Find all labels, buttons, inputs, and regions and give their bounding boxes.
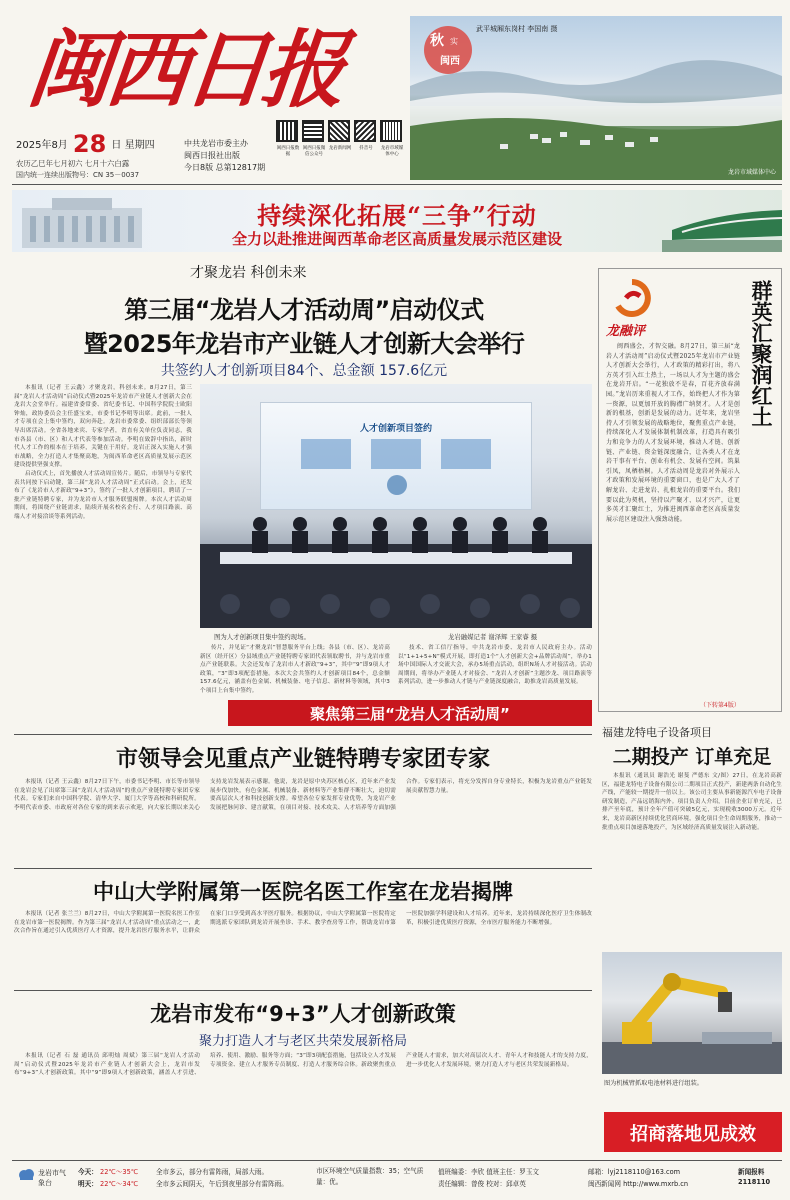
commentary-title: 群英汇聚润红土 xyxy=(749,280,773,427)
seal-char-1: 秋 xyxy=(430,33,444,49)
news3-paragraph: 本报讯（记者 张兰兰）8月27日，中山大学附属第一医院名医工作室在龙岩市第一医院揭牌。作为第三届“龙岩人才活动周”重点活动之一，此次合作旨在通过引入优质医疗人才资源，提升龙岩医疗服务水平，让群众在家门口享受到高水平医疗服务。根据协议，中山大学附属第一医院将定期选派专家团队到龙岩开展坐诊、手术、教学查房等工作，帮助龙岩市第一医院加强学科建设和人才培养。近年来，龙岩持续深化医疗卫生体制改革，积极引进优质医疗资源，全市医疗服务能力不断增强。 xyxy=(14,911,592,935)
commentary-logo-text: 龙融评 xyxy=(606,324,646,339)
hotline-number: 2118110 xyxy=(738,1178,771,1186)
weather-tomorrow-temp: 22℃～34℃ xyxy=(100,1180,139,1188)
news4-paragraph: 本报讯（记者 石 磊 通讯员 邱明灿 周斌）第三届“龙岩人才活动周”启动仪式暨2025年龙岩市产业链人才创新大会上，龙岩市发布“9+3”人才创新政策。其中“9”即9项人才创新政策，涵盖人才引进、培养、使用、激励、服务等方面；“3”即3项配套措施，包括设立人才发展专项资金、建立人才服务专员制度、打造人才服务综合体。新政聚焦重点产业链人才需求，加大对高层次人才、青年人才和技能人才的支持力度，进一步优化人才发展环境，聚力打造人才与老区共荣发展新格局。 xyxy=(14,1053,592,1077)
focus-banner xyxy=(228,700,592,726)
commentary-logo-icon xyxy=(612,278,652,318)
qr-code-row xyxy=(276,120,404,180)
news4-body xyxy=(14,1052,592,1150)
section-divider-3 xyxy=(14,990,592,991)
factory-photo-caption: 图为机械臂抓取电池材料进行组装。 xyxy=(604,1080,703,1087)
right-news-kicker: 福建龙特电子设备项目 xyxy=(602,726,712,739)
responsible-editors: 责任编辑：曾俊 校对：邱卓英 xyxy=(438,1180,526,1188)
lead-column-3 xyxy=(398,644,592,698)
sponsor-line-1: 中共龙岩市委主办 xyxy=(184,139,248,148)
lead-paragraph-1: 本报讯（记者 王云鑫）才聚龙岩，科创未来。8月27日，第三届“龙岩人才活动周”启动仪式暨2025年龙岩市产业链人才创新大会在龙岩大会堂举行。福建省委常委、省纪委书记、中国科学院院士欧阳钟灿，政协委员会主任盛宝来，市委书记李明等出席。此前，一批人才专项在会上集中签约，双向奔赴。龙岩市委常委、组织部部长等领导出席活动。全省各地来宾、专家学者，省直有关单位负责同志，我市各县（市、区）和人才代表等参加活动。李明在致辞中指出，新时代人才工作的根本在于培养，关键在于用好。龙岩正深入实施人才强市战略，全力打造人才集聚高地，为闽西革命老区高质量发展示范区建设提供坚强支撑。 xyxy=(14,385,192,469)
masthead xyxy=(0,0,790,190)
news4-subtitle: 聚力打造人才与老区共荣发展新格局 xyxy=(198,1034,407,1049)
qr-code-5[interactable] xyxy=(380,120,402,142)
lead-title-1: 第三届“龙岩人才活动周”启动仪式 xyxy=(124,296,484,324)
qr-label-1: 闽西日报数据 xyxy=(276,146,300,157)
news3-body xyxy=(14,910,592,988)
newspaper-title: 闽西日报 xyxy=(22,20,346,119)
qr-label-2: 闽西日报微信公众号 xyxy=(302,146,326,157)
qr-code-1[interactable] xyxy=(276,120,298,142)
weather-tomorrow-label: 明天： xyxy=(78,1180,98,1188)
signing-crowd xyxy=(200,504,592,628)
factory-photo xyxy=(602,952,782,1074)
lead-paragraph-3: 传片，并见证“才聚龙岩”智慧服务平台上线；各县（市、区）、龙岩高新区（经开区）分县域重点产业链特聘专家团代表领取聘书，并与龙岩市重点产业链联系。大会还发布了龙岩市人才新政“9+3”，其中“9”即9项人才政策，“3”即3项配套措施。本次大会共签约人才创新项目84个，总金额157.6亿元，涵盖有色金属、机械装备、电子信息、新材料等领域，其中3个项目上台集中签约。 xyxy=(200,645,390,694)
seal-char-2: 闽西 xyxy=(440,56,460,67)
qr-label-5: 龙岩市域媒体中心 xyxy=(380,146,404,157)
stage-screen-graphic xyxy=(301,439,493,499)
footer-divider xyxy=(12,1160,782,1161)
date-day: 28 xyxy=(72,130,107,158)
footer xyxy=(12,1162,782,1198)
investment-banner-text: 招商落地见成效 xyxy=(630,1124,756,1145)
sponsor-line-2: 闽西日报社出版 xyxy=(184,151,240,160)
section-divider-2 xyxy=(14,868,592,869)
lead-kicker: 才聚龙岩 科创未来 xyxy=(190,265,307,281)
weather-cloud-icon xyxy=(16,1166,36,1182)
lead-subtitle: 共签约人才创新项目84个、总金额 157.6亿元 xyxy=(160,363,448,379)
banner-line-1: 持续深化拓展“三争”行动 xyxy=(257,201,537,230)
air-quality: 市区环境空气质量指数：35；空气质量：优。 xyxy=(316,1167,424,1186)
commentary-paragraph: 闽西盛会，才智交融。8月27日，第三届“龙岩人才活动周”启动仪式暨2025年龙岩市产业链人才创新大会举行，人才政策的精彩打出，将八方英才引入红土热土，一场以人才为主题的盛会在龙岩开启。“一花独放不是春，百花齐放春满园。”龙岩历来重视人才工作，始终把人才作为第一资源，以更加开放的胸襟广纳贤才。人才是创新的根基，创新是发展的动力。近年来，龙岩坚持人才引领发展的战略地位，聚焦重点产业链，持续深化人才发展体制机制改革，打造具有吸引力和竞争力的人才发展环境，推动人才链、创新链、产业链、资金链深度融合，让各类人才在龙岩干事有平台、创业有机会、发展有空间。筑巢引凤，凤栖梧桐。人才活动周是龙岩对外展示人才政策和发展环境的重要窗口，也是广大人才了解龙岩、走进龙岩、扎根龙岩的重要平台。我们要以此为契机，坚持以产聚才、以才兴产，让更多英才汇聚红土，为推进闽西革命老区高质量发展示范区建设注入强劲动能。 xyxy=(606,343,740,523)
investment-banner xyxy=(604,1112,782,1152)
right-news-title: 二期投产 订单充足 xyxy=(612,746,772,768)
lead-photo-caption: 图为人才创新项目集中签约现场。 xyxy=(214,633,310,641)
news2-paragraph: 本报讯（记者 王云鑫）8月27日下午，市委书记李明、市长等市领导在龙岩会见了出席第三届“龙岩人才活动周”的重点产业链特聘专家团专家代表。专家们来自中国科学院、清华大学、厦门大学等高校和科研院所。李明代表市委、市政府对各位专家的到来表示欢迎，向大家长期以来关心支持龙岩发展表示感谢。他说，龙岩是原中央苏区核心区，近年来产业发展步伐加快，有色金属、机械装备、新材料等产业集群不断壮大，迫切需要高层次人才和科技创新支撑。希望各位专家发挥专业优势，为龙岩产业发展把脉问诊、建言献策，在项目对接、技术攻关、人才培养等方面加强合作。专家们表示，将充分发挥自身专业特长，积极为龙岩重点产业链发展贡献智慧力量。 xyxy=(14,779,592,811)
lead-title-2: 暨2025年龙岩市产业链人才创新大会举行 xyxy=(83,330,525,358)
masthead-photo-credit: 龙岩市域媒体中心 xyxy=(727,169,776,176)
duty-editors: 值班编委：李欣 值班主任：罗玉文 xyxy=(438,1168,540,1176)
robot-arm xyxy=(602,952,782,1074)
commentary-body xyxy=(606,342,740,696)
contact-email[interactable]: 邮箱：lyj2118110@163.com xyxy=(588,1168,681,1176)
lead-photo-credit: 龙岩融媒记者 谢泽辉 王家睿 摄 xyxy=(448,633,538,641)
news3-title: 中山大学附属第一医院名医工作室在龙岩揭牌 xyxy=(93,880,513,904)
seal-char-3: 实 xyxy=(450,37,458,46)
banner-train xyxy=(662,190,782,252)
masthead-divider xyxy=(12,184,782,185)
weather-station: 龙岩市气象台 xyxy=(38,1169,66,1187)
sponsor-block xyxy=(184,138,274,174)
banner-building xyxy=(12,190,162,252)
stage-screen xyxy=(260,402,532,510)
lead-column-1 xyxy=(14,384,192,696)
news-website[interactable]: 闽西新闻网 http://www.mxrb.cn xyxy=(588,1180,689,1188)
lead-photo xyxy=(200,384,592,628)
qr-code-4[interactable] xyxy=(354,120,376,142)
section-divider-1 xyxy=(14,734,592,735)
news2-title: 市领导会见重点产业链特聘专家团专家 xyxy=(115,747,490,772)
pages-info: 今日8版 总第12817期 xyxy=(184,163,266,172)
date-year: 2025年8月 xyxy=(16,140,68,151)
date-week: 日 星期四 xyxy=(111,140,155,151)
right-news-paragraph: 本报讯（通讯员 谢浩光 谢斐 严德东 文/图）27日，在龙岩高新区，福建龙特电子设备有限公司二期项目正式投产，新建两条自动化生产线，产能较一期提升一倍以上。该公司主要从事新能源汽车电子设备研发制造，产品远销海内外。项目负责人介绍，目前企业订单充足，已排产至年底，预计全年产值可突破5亿元，实现税收3000万元。近年来，龙岩高新区持续优化营商环境，强化项目全生命周期服务，推动一批重点项目加速落地投产，为区域经济高质量发展注入新动能。 xyxy=(602,773,782,831)
date-block xyxy=(16,130,176,158)
weather-tomorrow-desc: 全市多云间阴天，午后到夜里部分有雷阵雨。 xyxy=(156,1180,288,1188)
weather-today-label: 今天： xyxy=(78,1168,98,1176)
issn-number: 国内统一连续出版物号：CN 35－0037 xyxy=(16,171,140,179)
hotline-label: 新闻报料 xyxy=(738,1168,765,1176)
date-lunar: 农历乙巳年七月初六 七月十六白露 xyxy=(16,159,130,168)
qr-label-4: 抖音号 xyxy=(359,146,373,151)
weather-today-desc: 全市多云，部分有雷阵雨，局部大雨。 xyxy=(156,1168,269,1176)
weather-today-temp: 22℃～35℃ xyxy=(100,1168,139,1176)
qr-code-2[interactable] xyxy=(302,120,324,142)
lead-paragraph-2: 启动仪式上，首先播放人才活动周宣传片。随后，市领导与专家代表共同按下启动键，第三届“龙岩人才活动周”正式启动。会上，还发布了《龙岩市人才新政“9+3”》，签约了一批人才创新项目，聘请了一批产业链特聘专家，并为龙岩市人才服务联盟揭牌。本次人才活动周期间，将围绕产业链需求，陆续开展名校名企行、人才项目路演、高端人才对接洽谈等系列活动。 xyxy=(14,470,192,520)
stage-screen-title: 人才创新项目签约 xyxy=(359,424,432,434)
right-news-body xyxy=(602,772,782,948)
news2-body xyxy=(14,778,592,864)
commentary-continued: （下转第4版） xyxy=(700,702,740,709)
qr-code-3[interactable] xyxy=(328,120,350,142)
focus-banner-text: 聚焦第三届“龙岩人才活动周” xyxy=(310,705,510,723)
masthead-photo xyxy=(410,16,782,180)
news4-title: 龙岩市发布“9+3”人才创新政策 xyxy=(150,1002,456,1026)
commentary-body-top xyxy=(690,282,740,338)
masthead-photo-caption: 武平城厢东岗村 李国南 摄 xyxy=(476,25,558,33)
lead-column-2 xyxy=(200,644,390,698)
banner-line-2: 全力以赴推进闽西革命老区高质量发展示范区建设 xyxy=(231,230,562,248)
lead-paragraph-4: 技术、省工信厅指导，中共龙岩市委、龙岩市人民政府主办。活动以“1+1+5+N”模式开展，即打造1个“人才创新大会+品牌活动周”，举办1场中国国际人才交流大会，承办5场重点活动，组织N场人才对接活动。活动周期间，将举办产业链人才对接会、“龙岩人才创新”主题沙龙、项目路演等系列活动，进一步推动人才链与产业链深度融合，助推龙岩高质量发展。 xyxy=(398,645,592,686)
top-banner xyxy=(12,190,782,252)
qr-label-3: 龙岩新闻网 xyxy=(328,146,352,151)
